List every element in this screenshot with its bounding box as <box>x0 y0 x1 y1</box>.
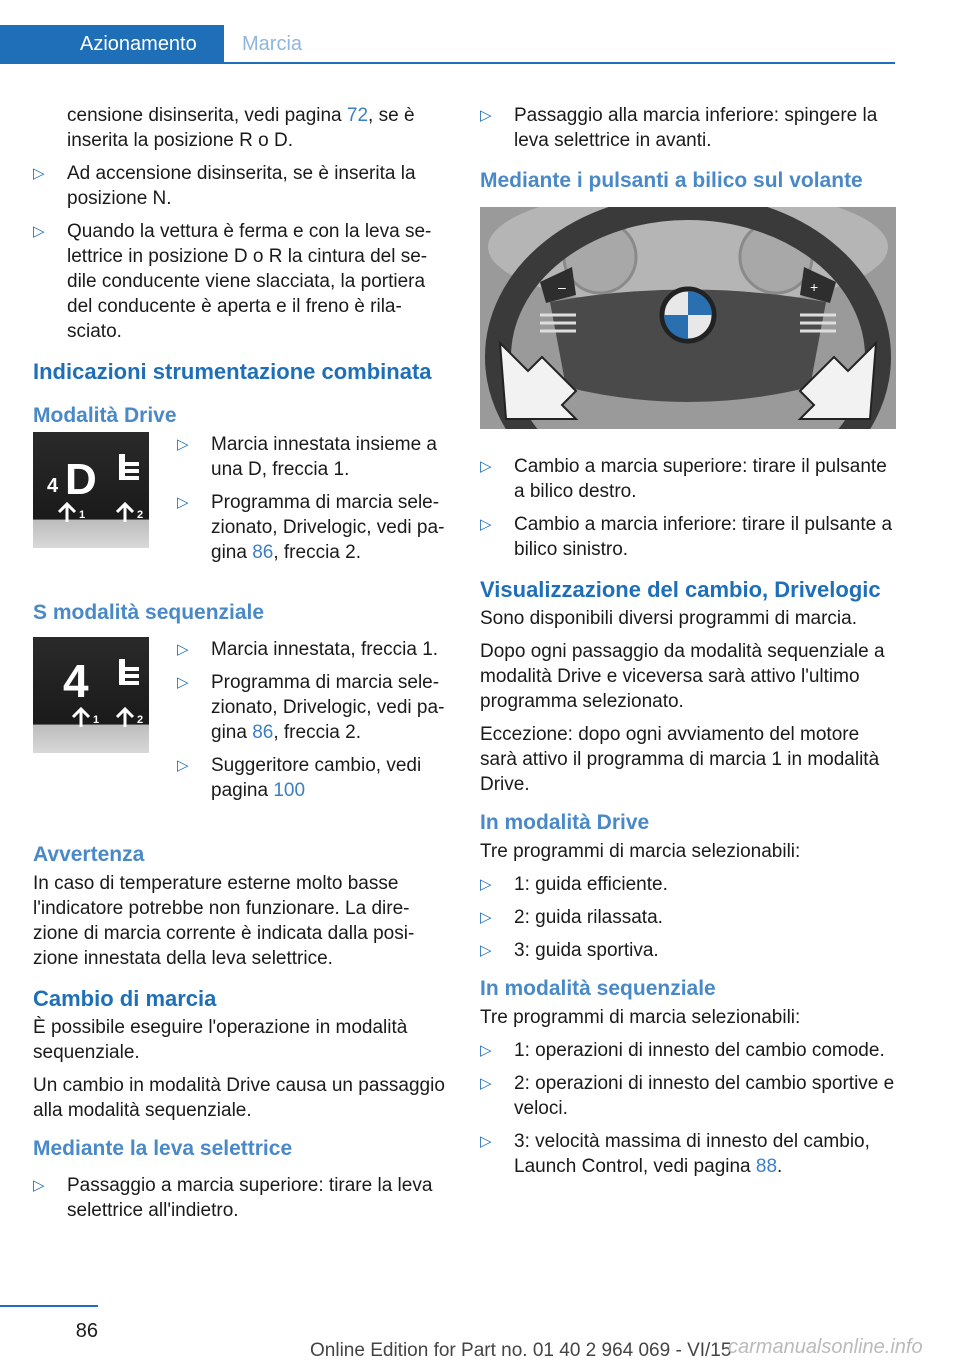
steering-wheel-paddles-image <box>480 207 896 429</box>
cambio-paragraph: È possibile eseguire l'operazione in modalità sequenziale. <box>33 1017 408 1063</box>
triangle-bullet-icon: ▷ <box>177 674 189 691</box>
triangle-bullet-icon: ▷ <box>480 1042 492 1059</box>
header-tab-marcia[interactable]: Marcia <box>242 33 303 55</box>
heading-pulsanti-volante: Mediante i pulsanti a bilico sul volante <box>480 169 863 192</box>
triangle-bullet-icon: ▷ <box>33 165 45 182</box>
heading-cambio-di-marcia: Cambio di marcia <box>33 986 217 1011</box>
header-tab-active[interactable]: Azionamento <box>0 25 224 64</box>
sequential-mode-display-image <box>33 637 149 753</box>
list-item: ▷ 3: velocità massima di innesto del cambio, Launch Control, vedi pagina 88. <box>480 1131 870 1177</box>
drive-mode-display-image <box>33 432 149 548</box>
avvertenza-text: In caso di temperature esterne molto basse l'indicatore potrebbe non funzionare. La direzione di marcia corrente è indicata dalla posizione innestata della leva selettrice. <box>33 873 415 969</box>
list-item: ▷ Suggeritore cambio, vedi pagina 100 <box>177 755 422 801</box>
triangle-bullet-icon: ▷ <box>480 516 492 533</box>
heading-modalita-drive: Modalità Drive <box>33 404 177 427</box>
triangle-bullet-icon: ▷ <box>177 641 189 658</box>
heading-leva-selettrice: Mediante la leva selettrice <box>33 1137 293 1160</box>
list-item: ▷ Quando la vettura è ferma e con la leva selettrice in posizione D o R la cintura del sedile conducente viene slacciata, la portiera del conducente è aperta e il freno è rilasciato. <box>33 221 432 342</box>
triangle-bullet-icon: ▷ <box>480 458 492 475</box>
in-seq-paragraph: Tre programmi di marcia selezionabili: <box>480 1007 801 1028</box>
heading-s-sequenziale: S modalità sequenziale <box>33 601 265 624</box>
list-item: ▷ Passaggio alla marcia inferiore: spingere la leva selettrice in avanti. <box>480 105 878 151</box>
right-column <box>480 103 896 1187</box>
continued-text: censione disinserita, vedi pagina 72, se è inserita la posizione R o D. <box>67 105 415 151</box>
list-item: ▷ 1: guida efficiente. <box>480 874 668 895</box>
left-column <box>33 103 445 1231</box>
leva-bullet-list <box>33 1173 445 1223</box>
in-drive-bullet-list <box>480 872 896 963</box>
svg-text:1: 1 <box>93 714 100 726</box>
page-link[interactable]: 72 <box>346 105 369 126</box>
triangle-bullet-icon: ▷ <box>480 1133 492 1150</box>
page-link[interactable]: 88 <box>755 1156 778 1177</box>
triangle-bullet-icon: ▷ <box>177 757 189 774</box>
page-link[interactable]: 86 <box>252 542 274 563</box>
list-item: ▷ 1: operazioni di innesto del cambio comode. <box>480 1040 885 1061</box>
list-item: ▷ Programma di marcia selezionato, Drivelogic, vedi pagina 86, freccia 2. <box>177 672 445 743</box>
svg-text:2: 2 <box>137 509 144 521</box>
in-seq-bullet-list <box>480 1038 896 1179</box>
triangle-bullet-icon: ▷ <box>177 494 189 511</box>
pulsanti-bullet-list <box>480 454 896 562</box>
gear-number: 4 <box>47 475 59 497</box>
vis-paragraph: Dopo ogni passaggio da modalità sequenziale a modalità Drive e viceversa sarà attivo l'ultimo programma selezionato. <box>480 641 885 712</box>
bullet-list <box>480 103 896 153</box>
svg-text:2: 2 <box>137 714 144 726</box>
svg-text:–: – <box>558 279 566 295</box>
cambio-paragraph: Un cambio in modalità Drive causa un passaggio alla modalità sequenziale. <box>33 1075 445 1121</box>
svg-text:1: 1 <box>79 509 86 521</box>
header-rule <box>0 62 895 64</box>
triangle-bullet-icon: ▷ <box>33 1177 45 1194</box>
triangle-bullet-icon: ▷ <box>177 436 189 453</box>
list-item: ▷ 2: guida rilassata. <box>480 907 663 928</box>
page-link[interactable]: 86 <box>252 722 274 743</box>
list-item: ▷ Passaggio a marcia superiore: tirare la leva selettrice all'indietro. <box>33 1175 433 1221</box>
in-drive-paragraph: Tre programmi di marcia selezionabili: <box>480 841 801 862</box>
triangle-bullet-icon: ▷ <box>480 909 492 926</box>
edition-footer: Online Edition for Part no. 01 40 2 964 069 - VI/15 <box>310 1340 732 1361</box>
svg-text:+: + <box>810 279 819 295</box>
list-item: ▷ Marcia innestata, freccia 1. <box>177 639 439 660</box>
heading-avvertenza: Avvertenza <box>33 843 145 866</box>
triangle-bullet-icon: ▷ <box>33 223 45 240</box>
page-link[interactable]: 100 <box>273 780 306 801</box>
heading-in-modalita-drive: In modalità Drive <box>480 811 650 834</box>
heading-indicazioni: Indicazioni strumentazione combinata <box>33 359 432 384</box>
sequential-mode-block <box>33 637 445 819</box>
watermark: carmanualsonline.info <box>728 1336 923 1358</box>
drive-mode-block <box>33 432 445 581</box>
list-item: ▷ Cambio a marcia superiore: tirare il pulsante a bilico destro. <box>480 456 887 502</box>
page-number: 86 <box>75 1320 98 1342</box>
list-item: ▷ Cambio a marcia inferiore: tirare il pulsante a bilico sinistro. <box>480 514 893 560</box>
list-item: ▷ 3: guida sportiva. <box>480 940 659 961</box>
list-item: ▷ 2: operazioni di innesto del cambio sportive e veloci. <box>480 1073 895 1119</box>
drive-bullet-list <box>177 432 445 573</box>
heading-visualizzazione: Visualizzazione del cambio, Drivelogic <box>480 577 881 602</box>
bullet-list <box>33 161 445 344</box>
gear-letter: D <box>65 455 97 504</box>
triangle-bullet-icon: ▷ <box>480 876 492 893</box>
triangle-bullet-icon: ▷ <box>480 1075 492 1092</box>
list-item: ▷ Marcia innestata insieme a una D, freccia 1. <box>177 434 437 480</box>
page-number-rule <box>0 1305 98 1307</box>
heading-in-modalita-sequenziale: In modalità sequenziale <box>480 977 716 1000</box>
sequential-bullet-list <box>177 637 445 811</box>
vis-paragraph: Sono disponibili diversi programmi di marcia. <box>480 608 857 629</box>
list-item: ▷ Ad accensione disinserita, se è inserita la posizione N. <box>33 163 416 209</box>
vis-paragraph: Eccezione: dopo ogni avviamento del motore sarà attivo il programma di marcia 1 in modalità Drive. <box>480 724 880 795</box>
triangle-bullet-icon: ▷ <box>480 107 492 124</box>
gear-number: 4 <box>63 655 89 707</box>
list-item: ▷ Programma di marcia selezionato, Drivelogic, vedi pagina 86, freccia 2. <box>177 492 445 563</box>
triangle-bullet-icon: ▷ <box>480 942 492 959</box>
